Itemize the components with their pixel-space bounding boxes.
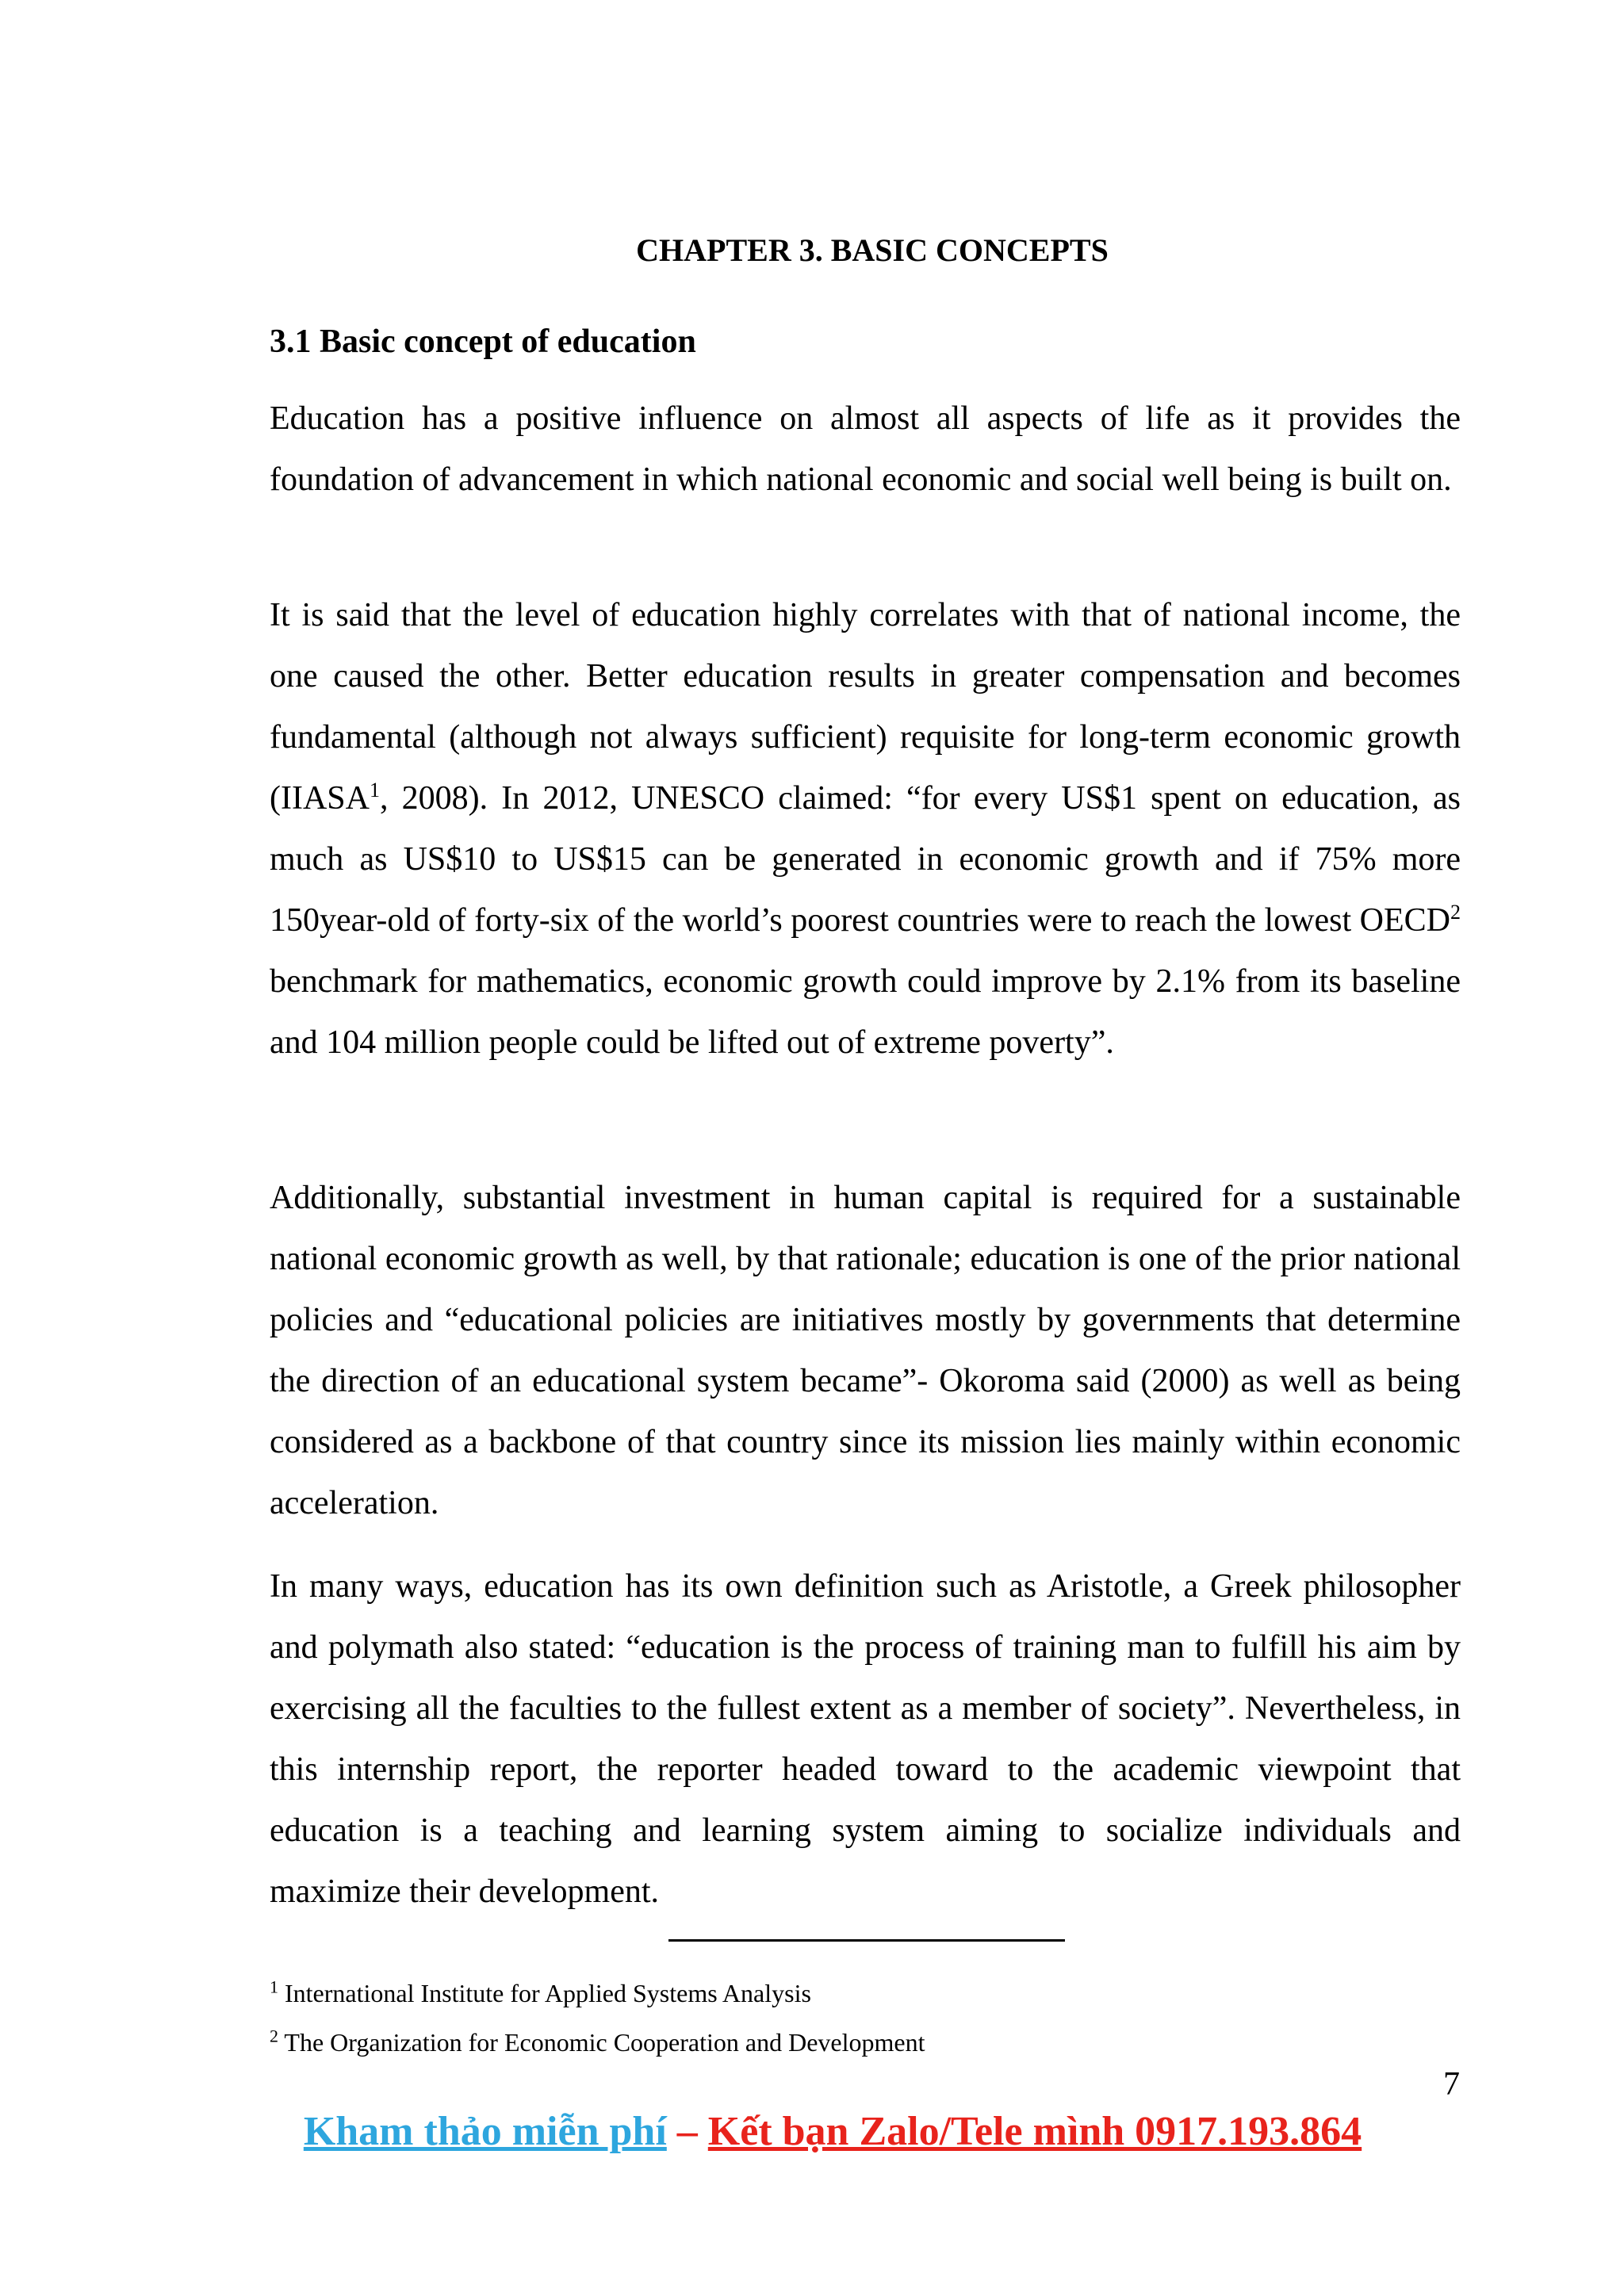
- paragraph-4: In many ways, education has its own definition such as Aristotle, a Greek philosopher and polymath also stated: “education is the process of training man to fulfill his aim by exercising all the faculties to the fullest extent as a member of society”. Nevertheless, in this internship report, the reporter headed toward to the academic viewpoint that education is a teaching and learning system aiming to socialize individuals and maximize their development.: [270, 1568, 1461, 1910]
- page-number: 7: [1443, 2066, 1460, 2103]
- footnote-1-text: International Institute for Applied Systems Analysis: [285, 1979, 811, 2007]
- promo-separator: –: [666, 2109, 708, 2154]
- paragraph-3: Additionally, substantial investment in human capital is required for a sustainable national economic growth as well, by that rationale; education is one of the prior national policies and “educational policies are initiatives mostly by governments that determine the direction of an educational system became”- Okoroma said (2000) as well as being considered as a backbone of that country since its mission lies mainly within economic acceleration.: [270, 1180, 1461, 1521]
- footnote-1: [270, 1977, 811, 2009]
- footnote-ref-1: 1: [369, 779, 380, 802]
- footnote-2-mark: 2: [270, 2026, 278, 2046]
- free-download-link[interactable]: Kham thảo miễn phí: [303, 2109, 667, 2154]
- footnote-divider: [668, 1939, 1065, 1942]
- paragraph-2: [270, 585, 1461, 1073]
- paragraph-2-part-a: It is said that the level of education highly correlates with that of national income, the one caused the other. Better education results in greater compensation and becomes fundamental (although not always sufficient) requisite for long-term economic growth (IIASA: [270, 597, 1461, 817]
- footnote-1-mark: 1: [270, 1976, 278, 1997]
- contact-link[interactable]: Kết bạn Zalo/Tele mình 0917.193.864: [707, 2109, 1362, 2154]
- section-title: 3.1 Basic concept of education: [270, 323, 696, 360]
- paragraph-2-part-b: , 2008). In 2012, UNESCO claimed: “for every US$1 spent on education, as much as US$10 to US$15 can be generated in economic growth and if 75% more 150year-old of forty-six of the world’s poorest countries were to reach the lowest OECD: [270, 780, 1461, 939]
- footnote-2-text: The Organization for Economic Cooperation and Development: [284, 2028, 925, 2057]
- footnote-2: [270, 2026, 925, 2058]
- chapter-title: CHAPTER 3. BASIC CONCEPTS: [636, 232, 1109, 268]
- promo-banner: [0, 2107, 1624, 2156]
- paragraph-2-part-c: benchmark for mathematics, economic growth could improve by 2.1% from its baseline and 104 million people could be lifted out of extreme poverty”.: [270, 963, 1461, 1061]
- footnote-ref-2: 2: [1450, 901, 1461, 924]
- paragraph-1: Education has a positive influence on almost all aspects of life as it provides the foundation of advancement in which national economic and social well being is built on.: [270, 400, 1461, 498]
